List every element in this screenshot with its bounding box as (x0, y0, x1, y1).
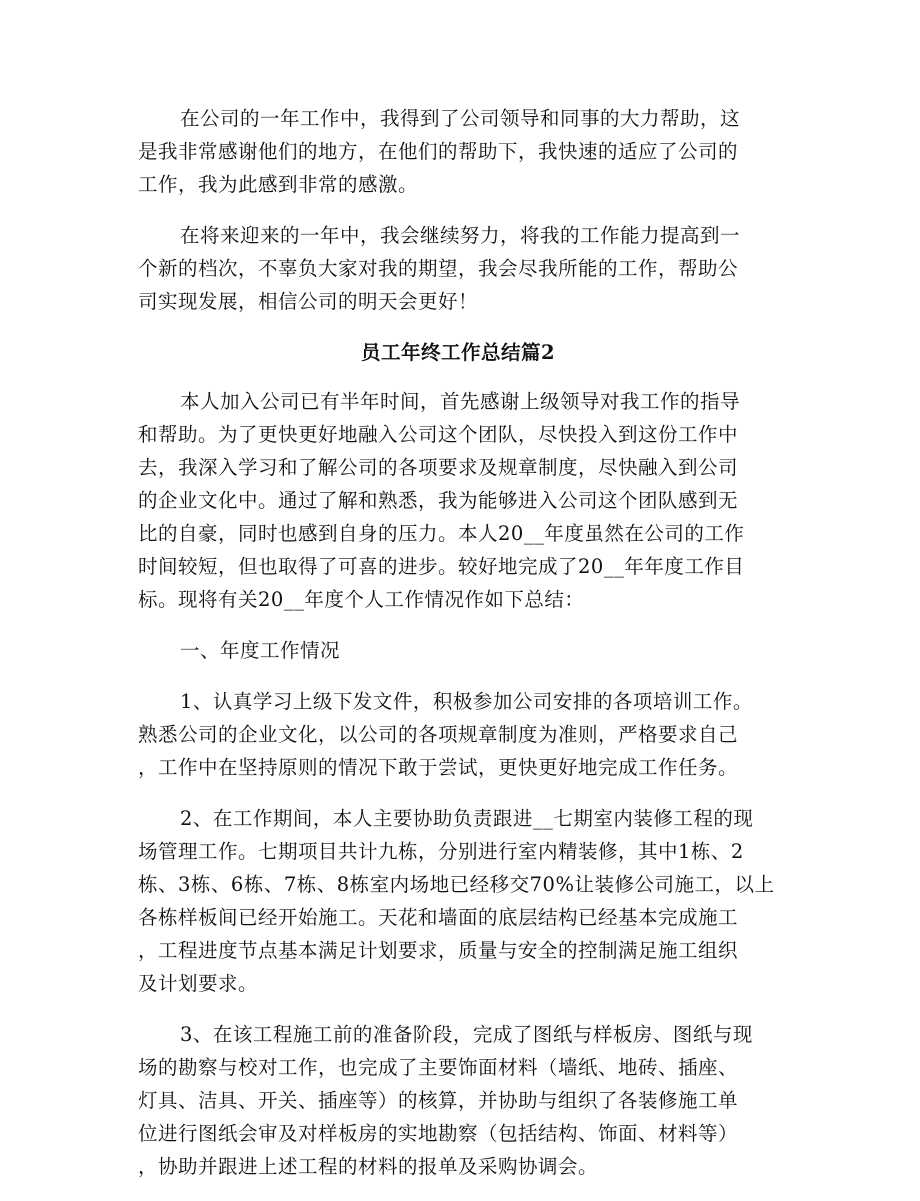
section-title: 员工年终工作总结篇2 (360, 341, 556, 364)
paragraph-line: 场的勘察与校对工作，也完成了主要饰面材料（墙纸、地砖、插座、 (138, 1056, 739, 1079)
paragraph-line: 各栋样板间已经开始施工。天花和墙面的底层结构已经基本完成施工 (138, 906, 739, 929)
paragraph-line: 工作，我为此感到非常的感激。 (138, 173, 419, 196)
body-paragraph-item-1 (138, 685, 778, 784)
paragraph-line: 个新的档次，不辜负大家对我的期望，我会尽我所能的工作，帮助公 (138, 257, 739, 280)
paragraph-line: 2、在工作期间，本人主要协助负责跟进__七期室内装修工程的现 (180, 807, 754, 830)
subsection-heading-text: 一、年度工作情况 (180, 639, 341, 662)
body-paragraph-item-2 (138, 802, 778, 1000)
paragraph-line: 及计划要求。 (138, 972, 259, 995)
paragraph-line: 去，我深入学习和了解公司的各项要求及规章制度，尽快融入到公司 (138, 456, 739, 479)
paragraph-line: 灯具、洁具、开关、插座等）的核算，并协助与组织了各装修施工单 (138, 1089, 739, 1112)
paragraph-line: 位进行图纸会审及对样板房的实地勘察（包括结构、饰面、材料等） (138, 1122, 739, 1145)
paragraph-line: 场管理工作。七期项目共计九栋，分别进行室内精装修，其中1栋、2 (138, 840, 744, 863)
paragraph-line: 3、在该工程施工前的准备阶段，完成了图纸与样板房、图纸与现 (180, 1023, 753, 1046)
paragraph-line: 时间较短，但也取得了可喜的进步。较好地完成了20__年年度工作目 (138, 555, 745, 578)
paragraph-line: ，工程进度节点基本满足计划要求，质量与安全的控制满足施工组织 (138, 939, 739, 962)
paragraph-line: 栋、3栋、6栋、7栋、8栋室内场地已经移交70%让装修公司施工，以上 (138, 873, 775, 896)
paragraph-line: 标。现将有关20__年度个人工作情况作如下总结： (138, 588, 585, 611)
paragraph-line: 的企业文化中。通过了解和熟悉，我为能够进入公司这个团队感到无 (138, 489, 739, 512)
paragraph-line: ，协助并跟进上述工程的材料的报单及采购协调会。 (138, 1155, 599, 1178)
paragraph-line: 本人加入公司已有半年时间，首先感谢上级领导对我工作的指导 (180, 390, 741, 413)
paragraph-line: 在公司的一年工作中，我得到了公司领导和同事的大力帮助，这 (180, 107, 741, 130)
intro-paragraph-1 (138, 102, 778, 201)
paragraph-line: 司实现发展，相信公司的明天会更好！ (138, 290, 479, 313)
paragraph-line: 熟悉公司的企业文化，以公司的各项规章制度为准则，严格要求自己 (138, 723, 739, 746)
paragraph-line: ，工作中在坚持原则的情况下敢于尝试，更快更好地完成工作任务。 (138, 756, 739, 779)
body-paragraph-intro (138, 385, 778, 616)
paragraph-line: 和帮助。为了更快更好地融入公司这个团队，尽快投入到这份工作中 (138, 423, 739, 446)
intro-paragraph-2 (138, 219, 778, 318)
document-page (138, 102, 778, 1201)
paragraph-line: 在将来迎来的一年中，我会继续努力，将我的工作能力提高到一 (180, 224, 741, 247)
paragraph-line: 比的自豪，同时也感到自身的压力。本人20__年度虽然在公司的工作 (138, 522, 745, 545)
subsection-heading (138, 634, 778, 667)
body-paragraph-item-3 (138, 1018, 778, 1183)
paragraph-line: 1、认真学习上级下发文件，积极参加公司安排的各项培训工作。 (180, 690, 753, 713)
paragraph-line: 是我非常感谢他们的地方，在他们的帮助下，我快速的适应了公司的 (138, 140, 739, 163)
